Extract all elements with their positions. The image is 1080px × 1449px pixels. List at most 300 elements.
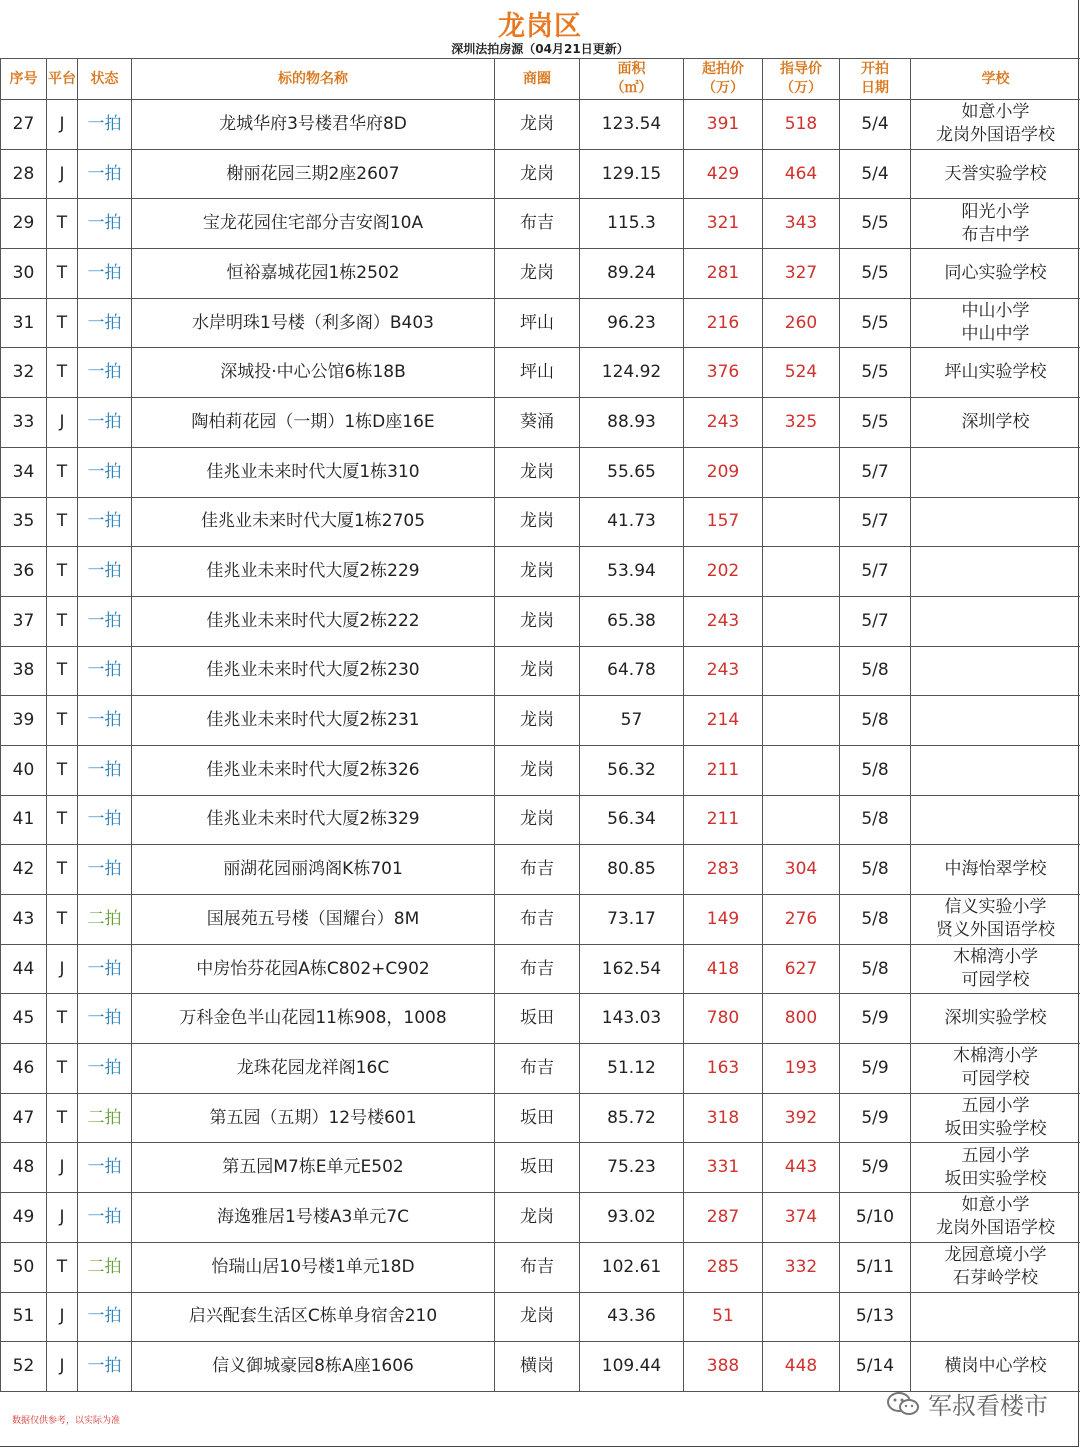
school-line: 如意小学 [961,102,1030,123]
cell-guide-price: 327 [763,249,840,299]
cell-date: 5/5 [840,249,911,299]
cell-district: 布吉 [495,845,580,895]
cell-guide-price [763,696,840,746]
cell-start-price: 243 [684,398,763,448]
cell-status: 一拍 [78,944,132,994]
cell-district: 布吉 [495,1242,580,1292]
table-row [1,845,1080,895]
cell-area: 55.65 [580,447,684,497]
header-area-line1: 面积 [617,61,646,77]
cell-platform: J [47,1193,78,1243]
cell-school [911,745,1080,795]
cell-district: 龙岗 [495,249,580,299]
cell-date: 5/7 [840,447,911,497]
header-guide-price [763,59,840,100]
table-row [1,298,1080,348]
cell-area: 124.92 [580,348,684,398]
cell-district: 龙岗 [495,646,580,696]
cell-start-price: 418 [684,944,763,994]
table-row [1,497,1080,547]
cell-status: 一拍 [78,547,132,597]
cell-date: 5/8 [840,895,911,945]
cell-school [911,398,1080,448]
table-row [1,249,1080,299]
cell-date: 5/8 [840,745,911,795]
cell-status: 一拍 [78,1342,132,1392]
cell-name: 佳兆业未来时代大厦2栋229 [132,547,495,597]
cell-name: 怡瑞山居10号楼1单元18D [132,1242,495,1292]
cell-school [911,895,1080,945]
cell-date: 5/14 [840,1342,911,1392]
cell-name: 龙珠花园龙祥阁16C [132,1044,495,1094]
cell-no: 46 [1,1044,47,1094]
cell-name: 佳兆业未来时代大厦2栋230 [132,646,495,696]
cell-start-price: 202 [684,547,763,597]
cell-name: 海逸雅居1号楼A3单元7C [132,1193,495,1243]
cell-no: 29 [1,199,47,249]
cell-no: 50 [1,1242,47,1292]
header-start-price [684,59,763,100]
cell-no: 34 [1,447,47,497]
cell-date: 5/9 [840,994,911,1044]
cell-start-price: 243 [684,596,763,646]
table-row [1,994,1080,1044]
table-row [1,1044,1080,1094]
cell-school [911,1143,1080,1193]
cell-district: 坂田 [495,1093,580,1143]
cell-date: 5/5 [840,348,911,398]
cell-platform: T [47,845,78,895]
table-row [1,1193,1080,1243]
school-line: 坂田实验学校 [944,1119,1047,1140]
cell-start-price: 376 [684,348,763,398]
cell-guide-price: 343 [763,199,840,249]
cell-school [911,249,1080,299]
cell-name: 国展苑五号楼（国耀台）8M [132,895,495,945]
cell-area: 64.78 [580,646,684,696]
cell-platform: T [47,199,78,249]
cell-no: 49 [1,1193,47,1243]
cell-school [911,199,1080,249]
cell-name: 宝龙花园住宅部分吉安阁10A [132,199,495,249]
cell-guide-price: 627 [763,944,840,994]
cell-district: 布吉 [495,895,580,945]
cell-platform: T [47,994,78,1044]
school-line: 深圳实验学校 [944,1008,1047,1029]
header-row [1,59,1080,100]
cell-name: 恒裕嘉城花园1栋2502 [132,249,495,299]
cell-date: 5/5 [840,398,911,448]
cell-school [911,1193,1080,1243]
cell-school [911,646,1080,696]
cell-area: 73.17 [580,895,684,945]
cell-no: 38 [1,646,47,696]
auction-table [0,58,1080,1392]
cell-status: 一拍 [78,1292,132,1342]
cell-guide-price: 325 [763,398,840,448]
cell-school [911,845,1080,895]
cell-school [911,447,1080,497]
cell-no: 48 [1,1143,47,1193]
cell-status: 一拍 [78,199,132,249]
table-row [1,795,1080,845]
cell-platform: T [47,1093,78,1143]
cell-guide-price: 464 [763,149,840,199]
cell-start-price: 429 [684,149,763,199]
cell-start-price: 780 [684,994,763,1044]
header-district: 商圈 [495,59,580,100]
wechat-icon [886,1391,920,1417]
cell-guide-price [763,497,840,547]
cell-district: 葵涌 [495,398,580,448]
cell-status: 一拍 [78,745,132,795]
cell-guide-price: 518 [763,100,840,150]
cell-date: 5/9 [840,1143,911,1193]
cell-no: 30 [1,249,47,299]
table-row [1,1093,1080,1143]
school-line: 五园小学 [961,1096,1030,1117]
school-line: 龙岗外国语学校 [936,125,1055,146]
cell-district: 龙岗 [495,1292,580,1342]
cell-name: 信义御城豪园8栋A座1606 [132,1342,495,1392]
school-line: 木棉湾小学 [953,1046,1038,1067]
cell-date: 5/4 [840,100,911,150]
header-no: 序号 [1,59,47,100]
header-guide-line1: 指导价 [780,61,822,77]
cell-area: 85.72 [580,1093,684,1143]
cell-start-price: 287 [684,1193,763,1243]
cell-no: 32 [1,348,47,398]
cell-area: 102.61 [580,1242,684,1292]
cell-no: 52 [1,1342,47,1392]
cell-status: 一拍 [78,398,132,448]
cell-guide-price: 332 [763,1242,840,1292]
cell-date: 5/8 [840,696,911,746]
cell-status: 一拍 [78,497,132,547]
header-guide-line2: （万） [780,80,822,96]
cell-district: 布吉 [495,944,580,994]
cell-status: 一拍 [78,1044,132,1094]
cell-school [911,348,1080,398]
cell-status: 一拍 [78,845,132,895]
cell-area: 96.23 [580,298,684,348]
cell-start-price: 388 [684,1342,763,1392]
cell-district: 龙岗 [495,149,580,199]
cell-school [911,1044,1080,1094]
school-line: 中山小学 [961,301,1030,322]
cell-district: 布吉 [495,199,580,249]
cell-school [911,1093,1080,1143]
cell-platform: J [47,398,78,448]
cell-no: 47 [1,1093,47,1143]
cell-district: 龙岗 [495,596,580,646]
cell-start-price: 209 [684,447,763,497]
cell-no: 28 [1,149,47,199]
cell-district: 布吉 [495,1044,580,1094]
cell-school [911,1242,1080,1292]
cell-guide-price [763,795,840,845]
cell-start-price: 243 [684,646,763,696]
table-row [1,398,1080,448]
cell-start-price: 391 [684,100,763,150]
cell-school [911,298,1080,348]
cell-guide-price [763,547,840,597]
cell-guide-price [763,1292,840,1342]
school-line: 布吉中学 [961,224,1030,245]
header-start-line2: （万） [702,80,744,96]
cell-name: 榭丽花园三期2座2607 [132,149,495,199]
cell-school [911,547,1080,597]
cell-name: 佳兆业未来时代大厦1栋310 [132,447,495,497]
cell-area: 75.23 [580,1143,684,1193]
cell-status: 一拍 [78,1143,132,1193]
school-line: 深圳学校 [961,411,1030,432]
cell-name: 第五园M7栋E单元E502 [132,1143,495,1193]
cell-district: 坪山 [495,348,580,398]
cell-no: 40 [1,745,47,795]
cell-status: 一拍 [78,149,132,199]
table-row [1,348,1080,398]
header-date-line1: 开拍 [861,61,889,77]
cell-no: 37 [1,596,47,646]
cell-school [911,696,1080,746]
cell-platform: T [47,795,78,845]
cell-status: 一拍 [78,1193,132,1243]
header-area-line2: （㎡） [610,80,653,96]
school-line: 龙园意境小学 [944,1245,1047,1266]
cell-district: 龙岗 [495,497,580,547]
cell-platform: T [47,895,78,945]
cell-date: 5/5 [840,298,911,348]
cell-status: 二拍 [78,1093,132,1143]
cell-area: 109.44 [580,1342,684,1392]
cell-status: 二拍 [78,895,132,945]
cell-name: 第五园（五期）12号楼601 [132,1093,495,1143]
cell-date: 5/10 [840,1193,911,1243]
cell-start-price: 163 [684,1044,763,1094]
cell-start-price: 211 [684,745,763,795]
table-row [1,895,1080,945]
cell-start-price: 331 [684,1143,763,1193]
watermark [886,1386,1048,1421]
cell-school [911,1342,1080,1392]
header-status: 状态 [78,59,132,100]
cell-area: 88.93 [580,398,684,448]
cell-name: 启兴配套生活区C栋单身宿舍210 [132,1292,495,1342]
cell-name: 佳兆业未来时代大厦2栋231 [132,696,495,746]
cell-name: 陶柏莉花园（一期）1栋D座16E [132,398,495,448]
cell-platform: J [47,1143,78,1193]
cell-district: 龙岗 [495,696,580,746]
cell-no: 35 [1,497,47,547]
cell-platform: J [47,100,78,150]
cell-area: 51.12 [580,1044,684,1094]
cell-name: 佳兆业未来时代大厦2栋326 [132,745,495,795]
cell-start-price: 318 [684,1093,763,1143]
cell-district: 龙岗 [495,795,580,845]
footer-note: 数据仅供参考，以实际为准 [12,1416,121,1426]
table-row [1,1242,1080,1292]
cell-platform: T [47,348,78,398]
cell-area: 143.03 [580,994,684,1044]
cell-platform: T [47,745,78,795]
cell-status: 一拍 [78,100,132,150]
cell-platform: T [47,547,78,597]
cell-status: 二拍 [78,1242,132,1292]
cell-platform: T [47,696,78,746]
cell-guide-price: 374 [763,1193,840,1243]
cell-name: 龙城华府3号楼君华府8D [132,100,495,150]
cell-date: 5/8 [840,646,911,696]
cell-date: 5/13 [840,1292,911,1342]
cell-date: 5/7 [840,596,911,646]
school-line: 信义实验小学 [944,897,1047,918]
header-area [580,59,684,100]
cell-start-price: 214 [684,696,763,746]
cell-start-price: 149 [684,895,763,945]
cell-status: 一拍 [78,298,132,348]
cell-platform: J [47,1342,78,1392]
school-line: 龙岗外国语学校 [936,1218,1055,1239]
cell-start-price: 157 [684,497,763,547]
school-line: 天誉实验学校 [944,163,1047,184]
cell-status: 一拍 [78,646,132,696]
table-row [1,1143,1080,1193]
table-row [1,646,1080,696]
page-title: 龙岗区 [498,11,582,42]
cell-date: 5/8 [840,795,911,845]
cell-platform: T [47,298,78,348]
cell-no: 36 [1,547,47,597]
cell-platform: T [47,1044,78,1094]
cell-start-price: 211 [684,795,763,845]
table-row [1,696,1080,746]
cell-district: 龙岗 [495,745,580,795]
cell-area: 56.34 [580,795,684,845]
cell-no: 45 [1,994,47,1044]
table-row [1,100,1080,150]
cell-status: 一拍 [78,447,132,497]
table-row [1,944,1080,994]
cell-status: 一拍 [78,249,132,299]
cell-guide-price [763,596,840,646]
table-row [1,199,1080,249]
cell-platform: J [47,149,78,199]
table-row [1,149,1080,199]
cell-area: 129.15 [580,149,684,199]
table-row [1,745,1080,795]
school-line: 同心实验学校 [944,262,1047,283]
cell-district: 横岗 [495,1342,580,1392]
cell-guide-price: 260 [763,298,840,348]
table-row [1,447,1080,497]
cell-area: 43.36 [580,1292,684,1342]
cell-area: 89.24 [580,249,684,299]
cell-school [911,497,1080,547]
cell-guide-price: 193 [763,1044,840,1094]
school-line: 坂田实验学校 [944,1168,1047,1189]
cell-guide-price: 800 [763,994,840,1044]
watermark-text: 军叔看楼市 [928,1392,1048,1420]
cell-status: 一拍 [78,696,132,746]
school-line: 阳光小学 [961,201,1030,222]
cell-guide-price: 304 [763,845,840,895]
header-start-line1: 起拍价 [702,61,744,77]
cell-date: 5/8 [840,944,911,994]
school-line: 五园小学 [961,1145,1030,1166]
cell-date: 5/4 [840,149,911,199]
cell-start-price: 216 [684,298,763,348]
table-row [1,547,1080,597]
school-line: 可园学校 [961,970,1030,991]
cell-platform: T [47,646,78,696]
cell-school [911,944,1080,994]
cell-area: 162.54 [580,944,684,994]
cell-area: 65.38 [580,596,684,646]
cell-guide-price: 443 [763,1143,840,1193]
cell-guide-price [763,646,840,696]
cell-area: 80.85 [580,845,684,895]
cell-school [911,100,1080,150]
cell-no: 41 [1,795,47,845]
cell-status: 一拍 [78,596,132,646]
cell-no: 39 [1,696,47,746]
cell-guide-price: 276 [763,895,840,945]
cell-district: 龙岗 [495,447,580,497]
cell-name: 深城投·中心公馆6栋18B [132,348,495,398]
school-line: 如意小学 [961,1195,1030,1216]
cell-guide-price: 392 [763,1093,840,1143]
school-line: 贤义外国语学校 [936,920,1055,941]
page-subtitle: 深圳法拍房源（04月21日更新） [451,42,629,56]
header-platform: 平台 [47,59,78,100]
cell-platform: T [47,497,78,547]
school-line: 中海怡翠学校 [944,859,1047,880]
cell-no: 33 [1,398,47,448]
cell-date: 5/11 [840,1242,911,1292]
cell-area: 115.3 [580,199,684,249]
cell-school [911,795,1080,845]
table-row [1,1292,1080,1342]
cell-status: 一拍 [78,994,132,1044]
cell-name: 佳兆业未来时代大厦2栋329 [132,795,495,845]
cell-start-price: 51 [684,1292,763,1342]
cell-area: 56.32 [580,745,684,795]
cell-date: 5/7 [840,497,911,547]
table-row [1,1342,1080,1392]
cell-no: 42 [1,845,47,895]
cell-school [911,149,1080,199]
cell-guide-price [763,745,840,795]
school-line: 坪山实验学校 [944,362,1047,383]
cell-district: 坪山 [495,298,580,348]
cell-district: 龙岗 [495,1193,580,1243]
cell-area: 57 [580,696,684,746]
cell-start-price: 285 [684,1242,763,1292]
school-line: 可园学校 [961,1069,1030,1090]
cell-platform: J [47,944,78,994]
school-line: 木棉湾小学 [953,947,1038,968]
table-row [1,596,1080,646]
cell-platform: T [47,447,78,497]
cell-area: 41.73 [580,497,684,547]
cell-name: 佳兆业未来时代大厦2栋222 [132,596,495,646]
cell-start-price: 281 [684,249,763,299]
cell-date: 5/9 [840,1044,911,1094]
cell-no: 27 [1,100,47,150]
cell-school [911,1292,1080,1342]
cell-start-price: 321 [684,199,763,249]
